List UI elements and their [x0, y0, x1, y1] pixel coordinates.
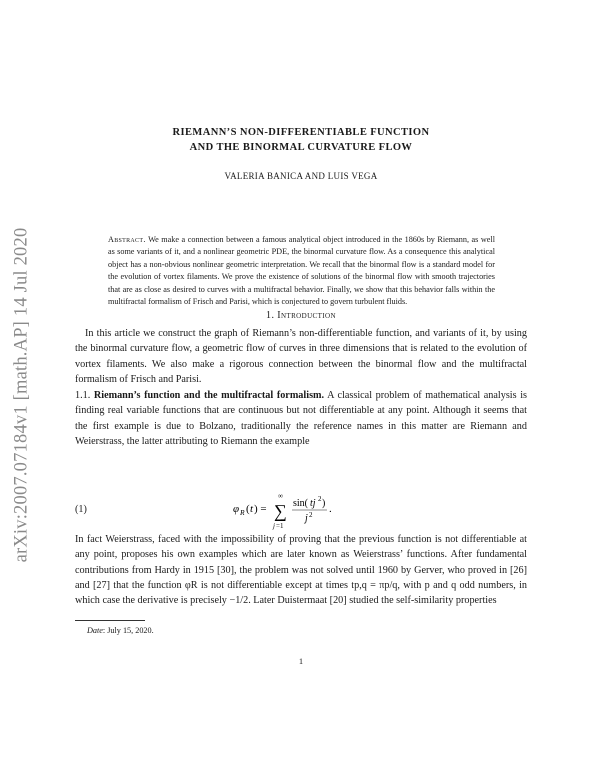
footnote-text: : July 15, 2020.	[102, 626, 154, 635]
svg-text:t: t	[250, 503, 254, 515]
subsection-number: 1.1.	[75, 390, 91, 401]
svg-text:): )	[322, 498, 326, 509]
svg-text:.: .	[329, 503, 332, 515]
subsection-paragraph	[75, 388, 527, 449]
svg-text:tj: tj	[310, 498, 316, 509]
svg-text:=1: =1	[276, 522, 284, 530]
footnote-rule	[75, 620, 145, 621]
authors: VALERIA BANICA AND LUIS VEGA	[224, 171, 378, 181]
title-line-1: RIEMANN’S NON-DIFFERENTIABLE FUNCTION	[172, 127, 430, 138]
intro-paragraph: In this article we construct the graph of Riemann’s non-differentiable function, and variants of it, by using the binormal curvature flow, a geometric flow of curves in three dimensions that is related to the evolution of vortex filaments. We also make a rigorous connection between the binormal flow and the multifractal formalism of Frisch and Parisi.	[75, 328, 527, 385]
footnote-label: Date	[87, 626, 103, 635]
abstract-label: Abstract.	[108, 235, 146, 244]
paragraph-3: In fact Weierstrass, faced with the impossibility of proving that the previous function is not differentiable at any point, proposes his own examples which are later known as Weierstrass’ functions. After fundamental contributions from Hardy in 1915 [30], the problem was not solved until 1960 by Gerver, who proved in [26] and [27] that the function φR is not differentiable except at times tp,q = πp/q, with p and q odd numbers, in which case the derivative is precisely −1/2. Later Duistermaat [20] studied the self-similarity properties	[75, 534, 527, 607]
page-number: 1	[298, 656, 304, 666]
equation-number: (1)	[75, 504, 87, 515]
abstract	[108, 234, 495, 308]
svg-text:R: R	[240, 508, 245, 517]
riemann-function-formula	[233, 490, 383, 532]
svg-text:∞: ∞	[278, 492, 283, 500]
svg-text:φ: φ	[233, 503, 240, 515]
equation-1	[75, 490, 527, 530]
svg-text:2: 2	[318, 495, 322, 503]
paper-title	[75, 125, 527, 155]
svg-text:j: j	[273, 522, 275, 530]
svg-text:∑: ∑	[274, 501, 287, 521]
svg-text:2: 2	[309, 511, 313, 519]
svg-text:) =: ) =	[254, 503, 267, 515]
svg-text:sin(: sin(	[293, 498, 308, 509]
section-heading: 1. Introduction	[266, 310, 336, 321]
title-line-2: AND THE BINORMAL CURVATURE FLOW	[189, 142, 413, 153]
subsection-title: Riemann’s function and the multifractal formalism.	[93, 390, 325, 401]
subsection-text: A classical problem of mathematical analysis is finding real variable functions that are continuous but not differentiable at any point. Although it seems that the first example is due to Bolzano, traditionally the reference names in this matter are Riemann and Weierstrass, the latter attributing to Riemann the example	[75, 390, 527, 447]
svg-text:(: (	[246, 503, 250, 515]
abstract-text: We make a connection between a famous analytical object introduced in the 1860s by Riemann, as well as some variants of it, and a nonlinear geometric PDE, the binormal curvature flow. As a consequence this analytical object has a non-obvious nonlinear geometric interpretation. We recall that the binormal flow is a standard model for the evolution of vortex filaments. We prove the existence of solutions of the binormal flow with smooth trajectories that are as close as desired to curves with a multifractal behavior. Finally, we show that this behavior falls within the multifractal formalism of Frisch and Parisi, which is conjectured to govern turbulent fluids.	[108, 235, 495, 307]
footnote	[87, 626, 154, 635]
arxiv-identifier	[2, 210, 42, 580]
svg-text:j: j	[305, 513, 308, 524]
arxiv-id-text: arXiv:2007.07184v1 [math.AP] 14 Jul 2020	[11, 227, 32, 563]
